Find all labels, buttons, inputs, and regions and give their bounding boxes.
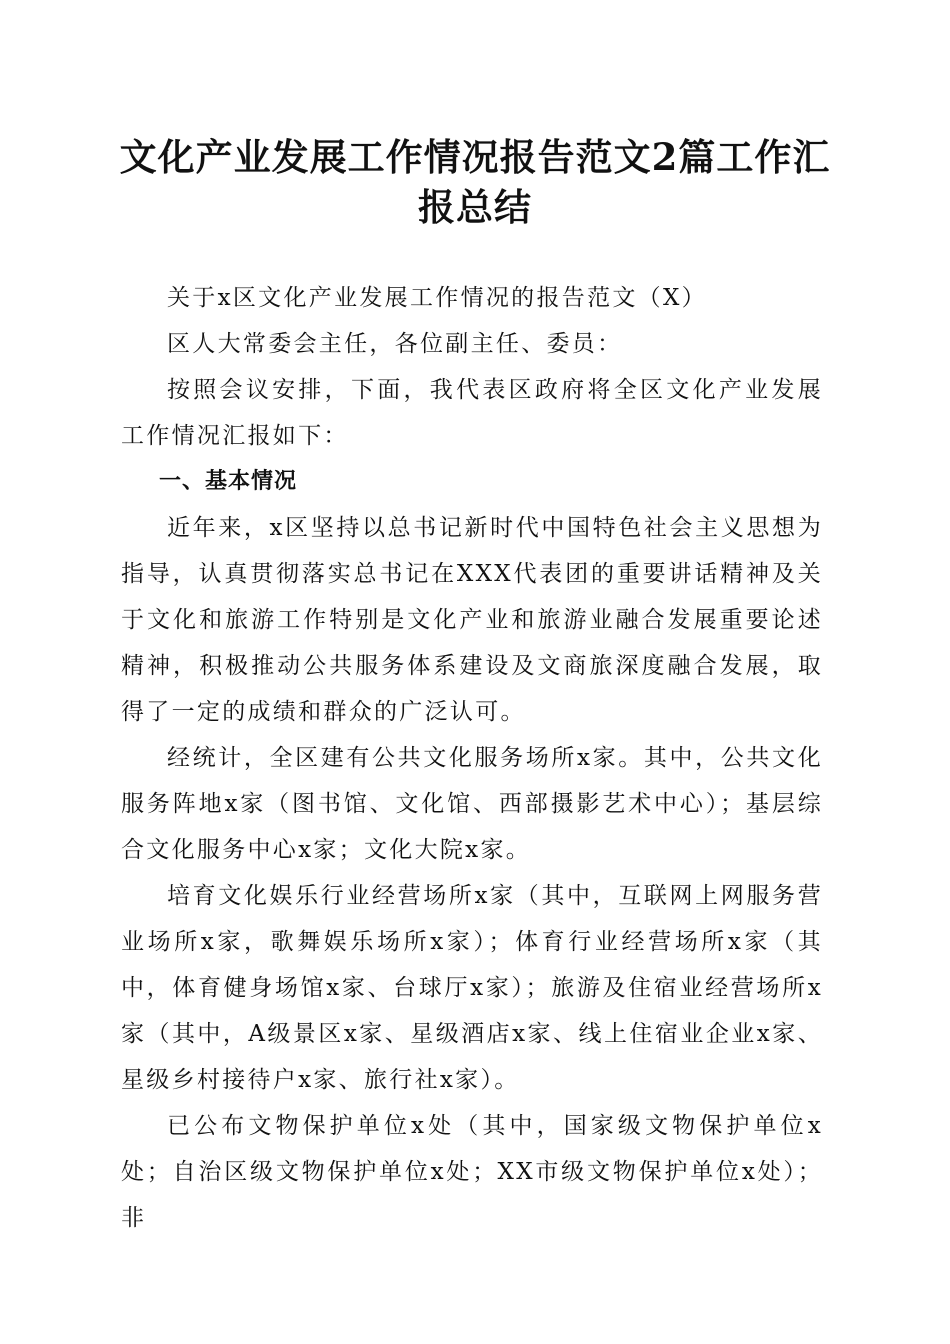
body-paragraph: 近年来，x区坚持以总书记新时代中国特色社会主义思想为指导，认真贯彻落实总书记在XXX代表团的重要讲话精神及关于文化和旅游工作特别是文化产业和旅游业融合发展重要论述精神，积极推动公共服务体系建设及文商旅深度融合发展，取得了一定的成绩和群众的广泛认可。	[121, 515, 823, 725]
body-paragraph: 培育文化娱乐行业经营场所x家（其中，互联网上网服务营业场所x家，歌舞娱乐场所x家）；体育行业经营场所x家（其中，体育健身场馆x家、台球厅x家）；旅游及住宿业经营场所x家（其中，A级景区x家、星级酒店x家、线上住宿业企业x家、星级乡村接待户x家、旅行社x家）。	[121, 883, 823, 1093]
intro-paragraph: 按照会议安排，下面，我代表区政府将全区文化产业发展工作情况汇报如下：	[121, 377, 823, 449]
body-paragraph: 已公布文物保护单位x处（其中，国家级文物保护单位x处；自治区级文物保护单位x处；XX市级文物保护单位x处）；非	[121, 1113, 823, 1231]
body-paragraph: 经统计，全区建有公共文化服务场所x家。其中，公共文化服务阵地x家（图书馆、文化馆、西部摄影艺术中心）；基层综合文化服务中心x家；文化大院x家。	[121, 745, 823, 863]
document-body	[121, 275, 823, 1241]
salutation: 区人大常委会主任，各位副主任、委员：	[167, 331, 623, 357]
document-title: 文化产业发展工作情况报告范文2篇工作汇报总结	[119, 135, 831, 229]
section-heading: 一、基本情况	[159, 469, 298, 494]
report-subtitle: 关于x区文化产业发展工作情况的报告范文（X）	[167, 285, 707, 311]
